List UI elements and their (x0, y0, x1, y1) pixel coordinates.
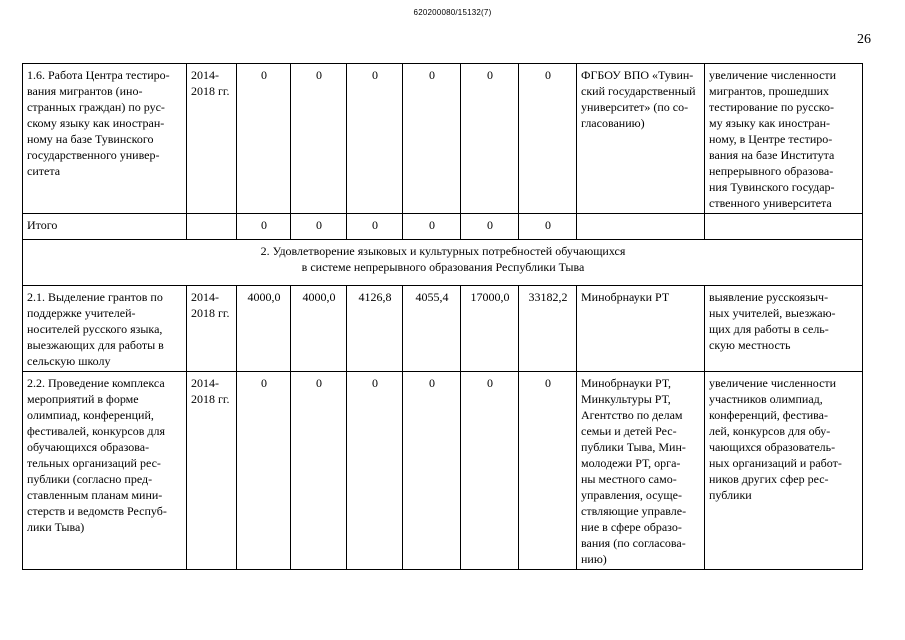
result-cell-line: ния Тувинского государ- (709, 180, 835, 194)
funding-value-cell: 0 (461, 372, 519, 570)
task-cell (23, 214, 187, 240)
period-cell (187, 64, 237, 214)
task-cell-line: 2.2. Проведение комплекса (27, 376, 165, 390)
funding-value-cell: 0 (519, 372, 577, 570)
result-cell-line: публики (709, 488, 752, 502)
funding-value-cell: 0 (291, 214, 347, 240)
task-cell-line: лики Тыва) (27, 520, 85, 534)
result-cell-line: ственного университета (709, 196, 832, 210)
task-cell-line: вания мигрантов (ино- (27, 84, 143, 98)
task-cell (23, 286, 187, 372)
funding-value-cell: 4055,4 (403, 286, 461, 372)
executor-cell-line: управления, осуще- (581, 488, 682, 502)
period-cell-line: 2018 гг. (191, 392, 230, 406)
task-cell (23, 64, 187, 214)
funding-value-cell: 0 (403, 214, 461, 240)
funding-value-cell: 0 (461, 214, 519, 240)
period-cell (187, 214, 237, 240)
period-cell-line: 2014- (191, 376, 219, 390)
result-cell (705, 64, 863, 214)
period-cell (187, 286, 237, 372)
executor-cell (577, 214, 705, 240)
result-cell-line: мигрантов, прошедших (709, 84, 830, 98)
task-cell-line: тельных организаций рес- (27, 456, 161, 470)
task-cell-line: ситета (27, 164, 61, 178)
section-heading (23, 240, 863, 286)
table-row (23, 214, 863, 240)
task-cell-line: обучающихся образова- (27, 440, 150, 454)
task-cell-line: ному на базе Тувинского (27, 132, 154, 146)
funding-value-cell: 0 (461, 64, 519, 214)
funding-value-cell: 0 (237, 372, 291, 570)
document-code: 620200080/15132(7) (413, 8, 492, 17)
executor-cell-line: молодежи РТ, орга- (581, 456, 681, 470)
result-cell-line: ных учителей, выезжаю- (709, 306, 836, 320)
executor-cell-line: гласованию) (581, 116, 645, 130)
result-cell-line: увеличение численности (709, 68, 837, 82)
executor-cell-line: Агентство по делам (581, 408, 683, 422)
result-cell-line: ных организаций и работ- (709, 456, 842, 470)
executor-cell-line: ский государственный (581, 84, 696, 98)
result-cell-line: непрерывного образова- (709, 164, 834, 178)
result-cell-line: увеличение численности (709, 376, 837, 390)
result-cell (705, 372, 863, 570)
period-cell-line: 2018 гг. (191, 306, 230, 320)
funding-value-cell: 17000,0 (461, 286, 519, 372)
funding-value-cell: 0 (291, 372, 347, 570)
page-number: 26 (857, 32, 871, 47)
task-cell-line: выезжающих для работы в (27, 338, 164, 352)
task-cell-line: ставленным планам мини- (27, 488, 163, 502)
task-cell-line: мероприятий в форме (27, 392, 139, 406)
funding-value-cell: 0 (347, 372, 403, 570)
task-cell-line: поддержке учителей- (27, 306, 136, 320)
executor-cell-line: вания (по согласова- (581, 536, 686, 550)
task-cell-line: носителей русского языка, (27, 322, 163, 336)
result-cell-line: лей, конкурсов для обу- (709, 424, 831, 438)
executor-cell-line: университет» (по со- (581, 100, 689, 114)
funding-value-cell: 33182,2 (519, 286, 577, 372)
result-cell-line: щих для работы в сель- (709, 322, 829, 336)
executor-cell (577, 286, 705, 372)
funding-value-cell: 0 (347, 64, 403, 214)
funding-value-cell: 0 (347, 214, 403, 240)
section-heading-row (23, 240, 863, 286)
task-cell-line: странных граждан) по рус- (27, 100, 165, 114)
executor-cell (577, 64, 705, 214)
task-cell-line: сельскую школу (27, 354, 111, 368)
period-cell-line: 2018 гг. (191, 84, 230, 98)
funding-value-cell: 0 (519, 64, 577, 214)
result-cell-line: чающихся образователь- (709, 440, 836, 454)
task-cell (23, 372, 187, 570)
result-cell-line: ников других сфер рес- (709, 472, 829, 486)
section-heading-line: в системе непрерывного образования Республики Тыва (301, 260, 585, 274)
result-cell-line: тестирование по русско- (709, 100, 834, 114)
result-cell-line: ному, в Центре тестиро- (709, 132, 833, 146)
result-cell-line: выявление русскоязыч- (709, 290, 829, 304)
task-cell-line: скому языку как иностран- (27, 116, 165, 130)
executor-cell-line: нию) (581, 552, 607, 566)
table-row (23, 372, 863, 570)
task-cell-line: государственного универ- (27, 148, 160, 162)
executor-cell-line: Минобрнауки РТ (581, 290, 670, 304)
period-cell-line: 2014- (191, 290, 219, 304)
period-cell (187, 372, 237, 570)
executor-cell-line: ны местного само- (581, 472, 677, 486)
period-cell-line: 2014- (191, 68, 219, 82)
result-cell-line: скую местность (709, 338, 791, 352)
result-cell-line: вания на базе Института (709, 148, 835, 162)
table-row (23, 64, 863, 214)
result-cell-line: конференций, фестива- (709, 408, 828, 422)
funding-value-cell: 4000,0 (237, 286, 291, 372)
task-cell-line: публики (согласно пред- (27, 472, 153, 486)
task-cell-line: 2.1. Выделение грантов по (27, 290, 163, 304)
table-row (23, 286, 863, 372)
result-cell (705, 214, 863, 240)
executor-cell-line: Минкультуры РТ, (581, 392, 671, 406)
executor-cell-line: ние в сфере образо- (581, 520, 682, 534)
task-cell-line: стерств и ведомств Респуб- (27, 504, 167, 518)
executor-cell-line: семьи и детей Рес- (581, 424, 677, 438)
section-heading-line: 2. Удовлетворение языковых и культурных потребностей обучающихся (260, 244, 626, 258)
executor-cell-line: Минобрнауки РТ, (581, 376, 671, 390)
executor-cell-line: ФГБОУ ВПО «Тувин- (581, 68, 694, 82)
funding-value-cell: 0 (403, 372, 461, 570)
program-table (22, 63, 863, 570)
funding-value-cell: 0 (291, 64, 347, 214)
funding-value-cell: 0 (237, 214, 291, 240)
result-cell-line: участников олимпиад, (709, 392, 823, 406)
funding-value-cell: 4126,8 (347, 286, 403, 372)
task-cell-line: Итого (27, 218, 58, 232)
task-cell-line: 1.6. Работа Центра тестиро- (27, 68, 170, 82)
funding-value-cell: 4000,0 (291, 286, 347, 372)
funding-value-cell: 0 (237, 64, 291, 214)
task-cell-line: фестивалей, конкурсов для (27, 424, 165, 438)
executor-cell-line: ствляющие управле- (581, 504, 687, 518)
executor-cell-line: публики Тыва, Мин- (581, 440, 686, 454)
executor-cell (577, 372, 705, 570)
result-cell-line: му языку как иностран- (709, 116, 830, 130)
funding-value-cell: 0 (519, 214, 577, 240)
result-cell (705, 286, 863, 372)
funding-value-cell: 0 (403, 64, 461, 214)
task-cell-line: олимпиад, конференций, (27, 408, 154, 422)
